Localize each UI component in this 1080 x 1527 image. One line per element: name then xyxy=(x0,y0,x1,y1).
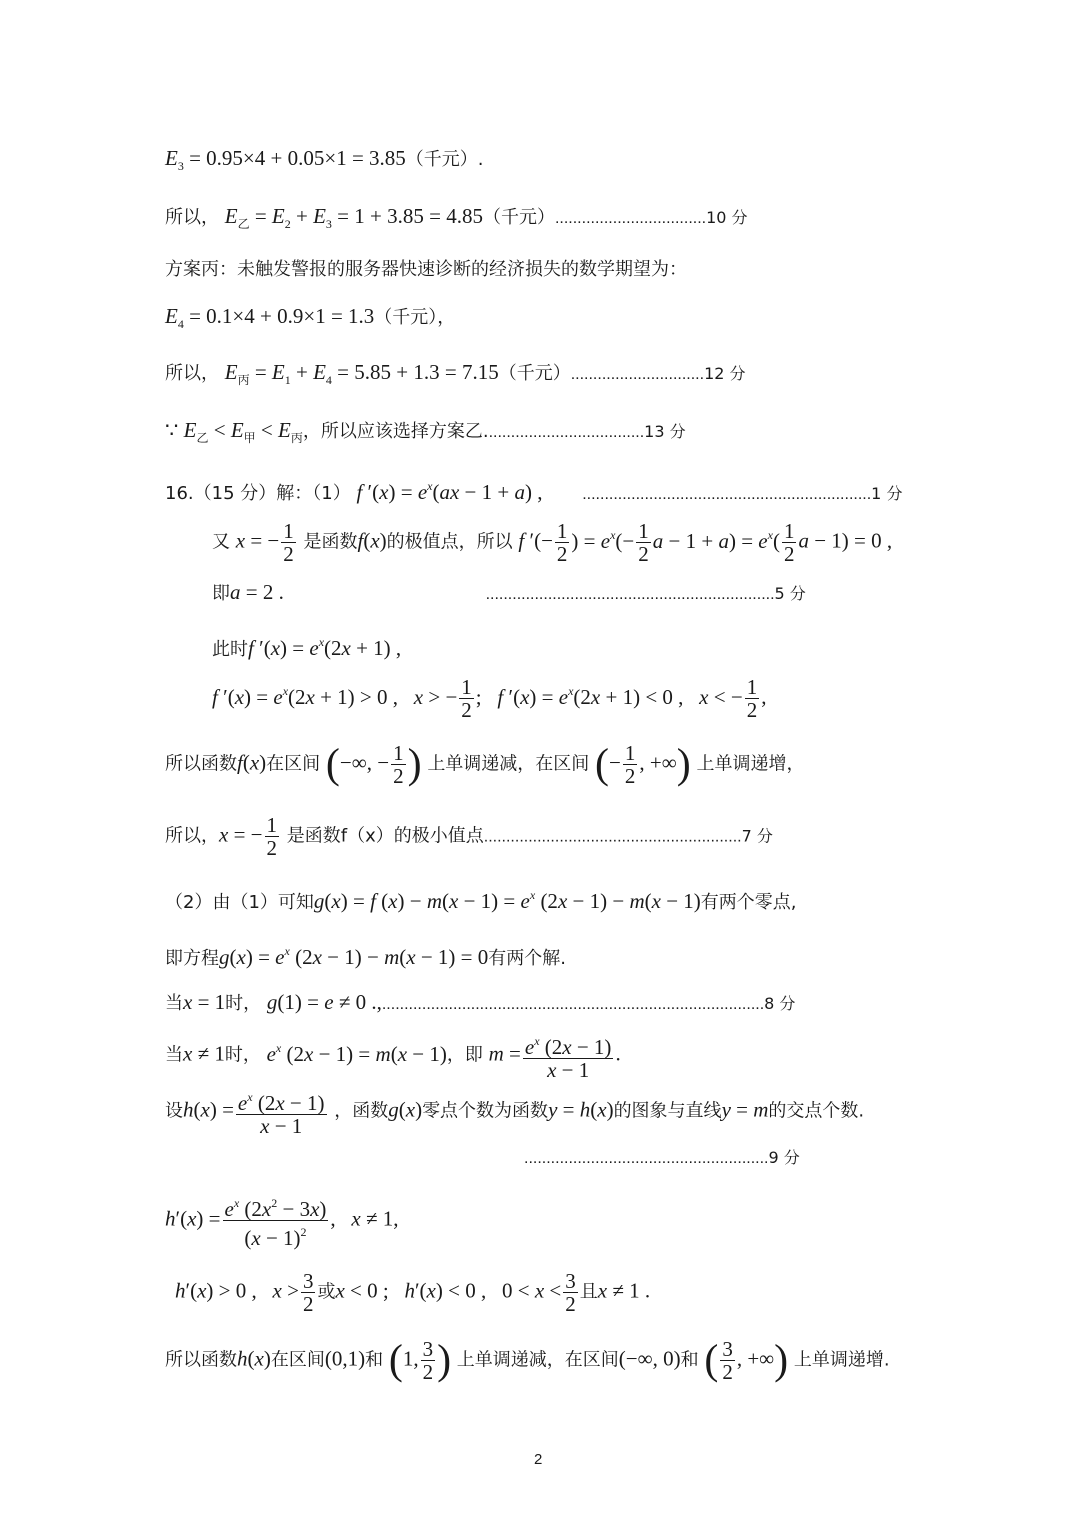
line-conclusion-13: ∵ $E_乙 < E_甲 < E_丙$，所以应该选择方案乙....................................13 分 xyxy=(165,418,686,445)
score-9: .......................................................9 分 xyxy=(524,1148,800,1167)
a-equals-2: 即a = 2 . .................................................................5 分 xyxy=(212,580,806,604)
h-derivative: h′(x) = $\frac{e^x (2x^2 - 3x)}{(x - 1)^2}$ , x ≠ 1, xyxy=(165,1192,399,1249)
q16-part1: 16.（15 分）解：（1） f $'(x) = e^x(ax - 1 + a)$ , .................................................................1 分 xyxy=(165,479,903,504)
extreme-point-line: 又 x = − $\frac{1}{2}$ 是函数f(x)的极值点，所以 f ′(− $\frac{1}{2}$ ) = $e^x(-$ $\frac{1}{2}$ $a - 1 + a) = e^x$( $\frac{1}{2}$ a − 1) = 0 , xyxy=(212,519,893,566)
line-e-yi: 所以， $E_乙 = E_2 + E_3 = 1 + 3.85 = 4.85$（千元）..................................10 分 xyxy=(165,204,748,231)
plan-c-heading: 方案丙：未触发警报的服务器快速诊断的经济损失的数学期望为： xyxy=(165,259,687,280)
line-e3: $E_3 = 0.95\times 4 + 0.05\times 1 = 3.85$（千元）. xyxy=(165,146,484,173)
case-x-eq-1: 当x = 1时， g(1) = e ≠ 0 .,......................................................................................8 分 xyxy=(165,990,796,1014)
monotonic-intervals-h: 所以函数h(x)在区间(0,1)和 (1, $\frac{3}{2}$ ) 上单调递减，在区间(−∞, 0)和 ( $\frac{3}{2}$ , +∞) 上单调递增. xyxy=(165,1337,890,1384)
monotonic-intervals-f: 所以函数f(x)在区间 (−∞, − $\frac{1}{2}$ ) 上单调递减，在区间 (− $\frac{1}{2}$ , +∞) 上单调递增， xyxy=(165,741,805,788)
q16-part2: （2）由（1）可知g(x) = f $(x) - m(x - 1) = e^x$ (2x − 1) − m(x − 1)有两个零点, xyxy=(165,888,797,913)
line-e4: $E_4 = 0.1\times 4 + 0.9\times 1 = 1.3$（千元）， xyxy=(165,304,456,331)
h-sign-analysis: h′(x) > 0 , x > $\frac{3}{2}$ 或x < 0 ; h′(x) < 0 , 0 < x < $\frac{3}{2}$ 且x ≠ 1 . xyxy=(175,1269,651,1316)
equation-two-solutions: 即方程$g(x) = e^x$ (2x − 1) − m(x − 1) = 0有两个解. xyxy=(165,944,567,969)
define-h: 设h(x) = $\frac{e^x (2x - 1)}{x - 1}$ ，函数g(x)零点个数为函数y = h(x)的图象与直线y = m的交点个数. xyxy=(165,1086,864,1137)
page-number: 2 xyxy=(534,1451,543,1468)
sign-analysis: f $'(x) = e^x(2x + 1) > 0$ , x > − $\frac{1}{2}$ ; f $'(x) = e^x(2x + 1) < 0$ , x < − $\frac{1}{2}$ , xyxy=(212,675,767,722)
case-x-neq-1: 当x ≠ 1时， $e^x$ (2x − 1) = m(x − 1)，即 m = $\frac{e^x (2x - 1)}{x - 1}$ . xyxy=(165,1030,621,1081)
min-point-line: 所以，x = − $\frac{1}{2}$ 是函数f（x）的极小值点..........................................................7 分 xyxy=(165,813,773,860)
line-e-bing: 所以， $E_丙 = E_1 + E_4 = 5.85 + 1.3 = 7.15$（千元）..............................12 分 xyxy=(165,360,746,387)
derivative-now: 此时f $'(x) = e^x(2x + 1)$ , xyxy=(212,635,402,660)
